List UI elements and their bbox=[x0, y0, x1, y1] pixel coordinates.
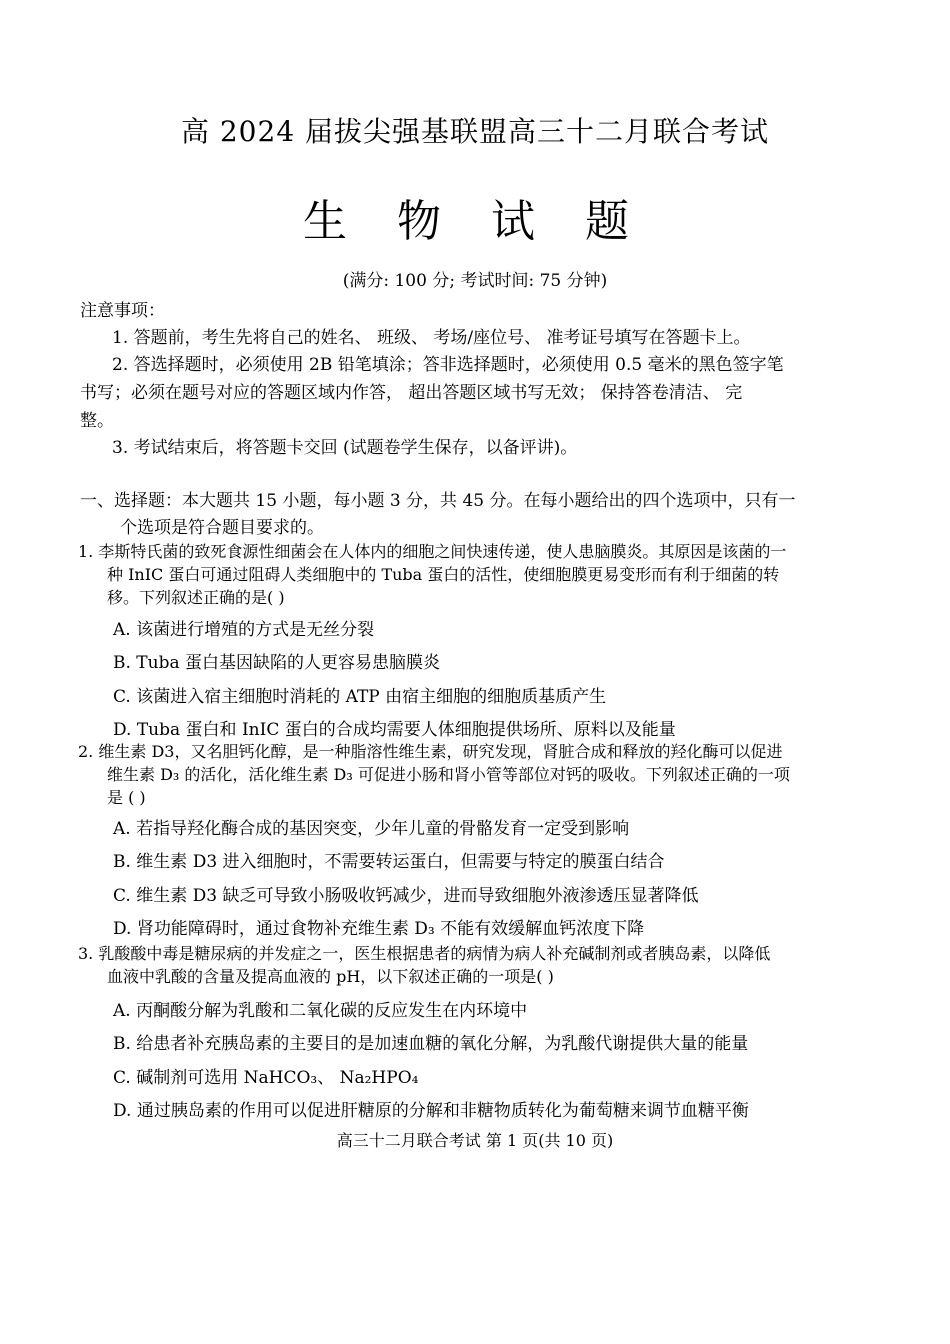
notice-item-2-line2: 书写；必须在题号对应的答题区域内作答， 超出答题区域书写无效； 保持答卷清洁、 完 bbox=[80, 383, 743, 403]
question-2-stem-line1: 2. 维生素 D3，又名胆钙化醇，是一种脂溶性维生素，研究发现，肾脏合成和释放的羟化酶可以促进 bbox=[78, 742, 783, 761]
section-heading-line2: 个选项是符合题目要求的。 bbox=[120, 518, 324, 538]
question-1-stem bbox=[78, 540, 868, 609]
section-heading bbox=[80, 488, 875, 542]
question-3-stem-line1: 3. 乳酸酸中毒是糖尿病的并发症之一，医生根据患者的病情为病人补充碱制剂或者胰岛素，以降低 bbox=[78, 944, 771, 963]
question-2-stem-line3: 是 ( ) bbox=[107, 788, 146, 807]
notice-item-1 bbox=[80, 324, 870, 352]
question-1-option-c: C. 该菌进入宿主细胞时消耗的 ATP 由宿主细胞的细胞质基质产生 bbox=[113, 687, 607, 707]
question-3-option-a: A. 丙酮酸分解为乳酸和二氧化碳的反应发生在内环境中 bbox=[113, 1001, 528, 1021]
question-2-option-d: D. 肾功能障碍时，通过食物补充维生素 D₃ 不能有效缓解血钙浓度下降 bbox=[113, 919, 645, 939]
question-2-option-a: A. 若指导羟化酶合成的基因突变，少年儿童的骨骼发育一定受到影响 bbox=[113, 819, 630, 839]
notice-item-3 bbox=[80, 434, 870, 462]
question-3-stem bbox=[78, 942, 868, 988]
question-1-stem-line3: 移。下列叙述正确的是( ) bbox=[107, 588, 285, 607]
notice-heading: 注意事项： bbox=[80, 301, 165, 321]
section-heading-line1: 一、选择题：本大题共 15 小题，每小题 3 分，共 45 分。在每小题给出的四个选项中，只有一 bbox=[80, 491, 796, 511]
question-1-option-b: B. Tuba 蛋白基因缺陷的人更容易患脑膜炎 bbox=[113, 653, 441, 673]
question-3-option-c: C. 碱制剂可选用 NaHCO₃、 Na₂HPO₄ bbox=[113, 1068, 419, 1088]
notice-item-1-text: 1. 答题前，考生先将自己的姓名、 班级、 考场/座位号、 准考证号填写在答题卡上。 bbox=[112, 328, 751, 348]
question-3-stem-line2: 血液中乳酸的含量及提高血液的 pH，以下叙述正确的一项是( ) bbox=[107, 967, 554, 986]
question-2-stem bbox=[78, 740, 868, 809]
notice-item-2 bbox=[80, 351, 870, 435]
score-time-info: (满分: 100 分; 考试时间: 75 分钟) bbox=[342, 271, 608, 291]
question-2-option-b: B. 维生素 D3 进入细胞时，不需要转运蛋白，但需要与特定的膜蛋白结合 bbox=[113, 852, 665, 872]
question-3-option-b: B. 给患者补充胰岛素的主要目的是加速血糖的氧化分解，为乳酸代谢提供大量的能量 bbox=[113, 1034, 749, 1054]
page-footer: 高三十二月联合考试 第 1 页(共 10 页) bbox=[336, 1131, 614, 1150]
question-1-option-a: A. 该菌进行增殖的方式是无丝分裂 bbox=[113, 620, 375, 640]
question-1-stem-line2: 种 InIC 蛋白可通过阻碍人类细胞中的 Tuba 蛋白的活性，使细胞膜更易变形而有利于细菌的转 bbox=[107, 565, 780, 584]
notice-item-3-text: 3. 考试结束后，将答题卡交回 (试题卷学生保存，以备评讲)。 bbox=[112, 438, 578, 458]
notice-item-2-line1: 2. 答选择题时，必须使用 2B 铅笔填涂；答非选择题时，必须使用 0.5 毫米的黑色签字笔 bbox=[112, 355, 784, 375]
question-1-stem-line1: 1. 李斯特氏菌的致死食源性细菌会在人体内的细胞之间快速传递，使人患脑膜炎。其原因是该菌的一 bbox=[78, 542, 787, 561]
question-3-option-d: D. 通过胰岛素的作用可以促进肝糖原的分解和非糖物质转化为葡萄糖来调节血糖平衡 bbox=[113, 1101, 749, 1121]
subject-title: 生 物 试 题 bbox=[303, 196, 647, 247]
question-2-option-c: C. 维生素 D3 缺乏可导致小肠吸收钙减少，进而导致细胞外液渗透压显著降低 bbox=[113, 886, 699, 906]
question-1-option-d: D. Tuba 蛋白和 InIC 蛋白的合成均需要人体细胞提供场所、原料以及能量 bbox=[113, 720, 676, 740]
notice-item-2-line3: 整。 bbox=[80, 411, 114, 431]
question-2-stem-line2: 维生素 D₃ 的活化，活化维生素 D₃ 可促进小肠和肾小管等部位对钙的吸收。下列叙述正确的一项 bbox=[107, 765, 790, 784]
exam-title: 高 2024 届拔尖强基联盟高三十二月联合考试 bbox=[180, 115, 770, 148]
